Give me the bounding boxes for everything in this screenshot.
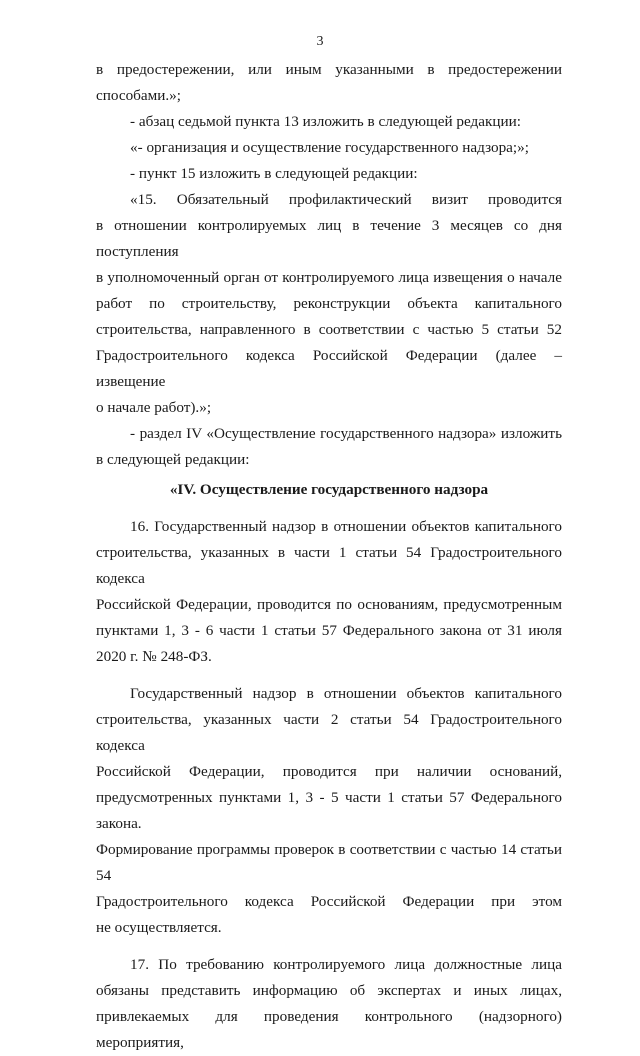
spacer — [96, 941, 562, 952]
text-line: 17. По требованию контролируемого лица должностные лица — [130, 956, 562, 973]
page-number: 3 — [316, 34, 324, 49]
text-line: не осуществляется. — [96, 919, 222, 936]
text-line: предусмотренных пунктами 1, 3 - 5 части 1 статьи 57 Федерального закона. — [96, 789, 562, 832]
text-line: Российской Федерации, проводится при наличии оснований, — [96, 763, 562, 780]
text-line: Градостроительного кодекса Российской Федерации при этом — [96, 893, 562, 910]
section-heading: «IV. Осуществление государственного надзора — [169, 481, 489, 498]
text-line: - абзац седьмой пункта 13 изложить в следующей редакции: — [130, 113, 521, 130]
text-line: привлекаемых для проведения контрольного (надзорного) мероприятия, — [96, 1008, 562, 1051]
text-line: строительства, указанных в части 1 статьи 54 Градостроительного кодекса — [96, 544, 562, 587]
text-line: в уполномоченный орган от контролируемого лица извещения о начале — [96, 269, 562, 286]
text-line: о начале работ).»; — [96, 399, 212, 416]
text-line: «15. Обязательный профилактический визит проводится — [130, 191, 562, 208]
spacer — [96, 670, 562, 681]
text-line: 16. Государственный надзор в отношении объектов капитального — [130, 518, 562, 535]
text-line: способами.»; — [96, 87, 181, 104]
document-body — [96, 57, 562, 1056]
text-line: строительства, указанных части 2 статьи 54 Градостроительного кодекса — [96, 711, 562, 754]
text-line: Формирование программы проверок в соответствии с частью 14 статьи 54 — [96, 841, 562, 884]
text-line: обязаны представить информацию об экспертах и иных лицах, — [96, 982, 562, 999]
text-line: 2020 г. № 248-ФЗ. — [96, 648, 212, 665]
text-line: пунктами 1, 3 - 6 части 1 статьи 57 Федерального закона от 31 июля — [96, 622, 562, 639]
text-line: в предостережении, или иным указанными в предостережении — [96, 61, 562, 78]
spacer — [96, 503, 562, 514]
text-line: - раздел IV «Осуществление государственного надзора» изложить — [130, 425, 562, 442]
text-line: работ по строительству, реконструкции объекта капитального — [96, 295, 562, 312]
text-line: Градостроительного кодекса Российской Федерации (далее – извещение — [96, 347, 562, 390]
text-line: Российской Федерации, проводится по основаниям, предусмотренным — [96, 596, 562, 613]
text-line: в отношении контролируемых лиц в течение 3 месяцев со дня поступления — [96, 217, 562, 260]
text-line: Государственный надзор в отношении объектов капитального — [130, 685, 562, 702]
text-line: строительства, направленного в соответствии с частью 5 статьи 52 — [96, 321, 562, 338]
text-line: - пункт 15 изложить в следующей редакции: — [130, 165, 418, 182]
text-line: «- организация и осуществление государственного надзора;»; — [130, 139, 529, 156]
text-line: в следующей редакции: — [96, 451, 250, 468]
